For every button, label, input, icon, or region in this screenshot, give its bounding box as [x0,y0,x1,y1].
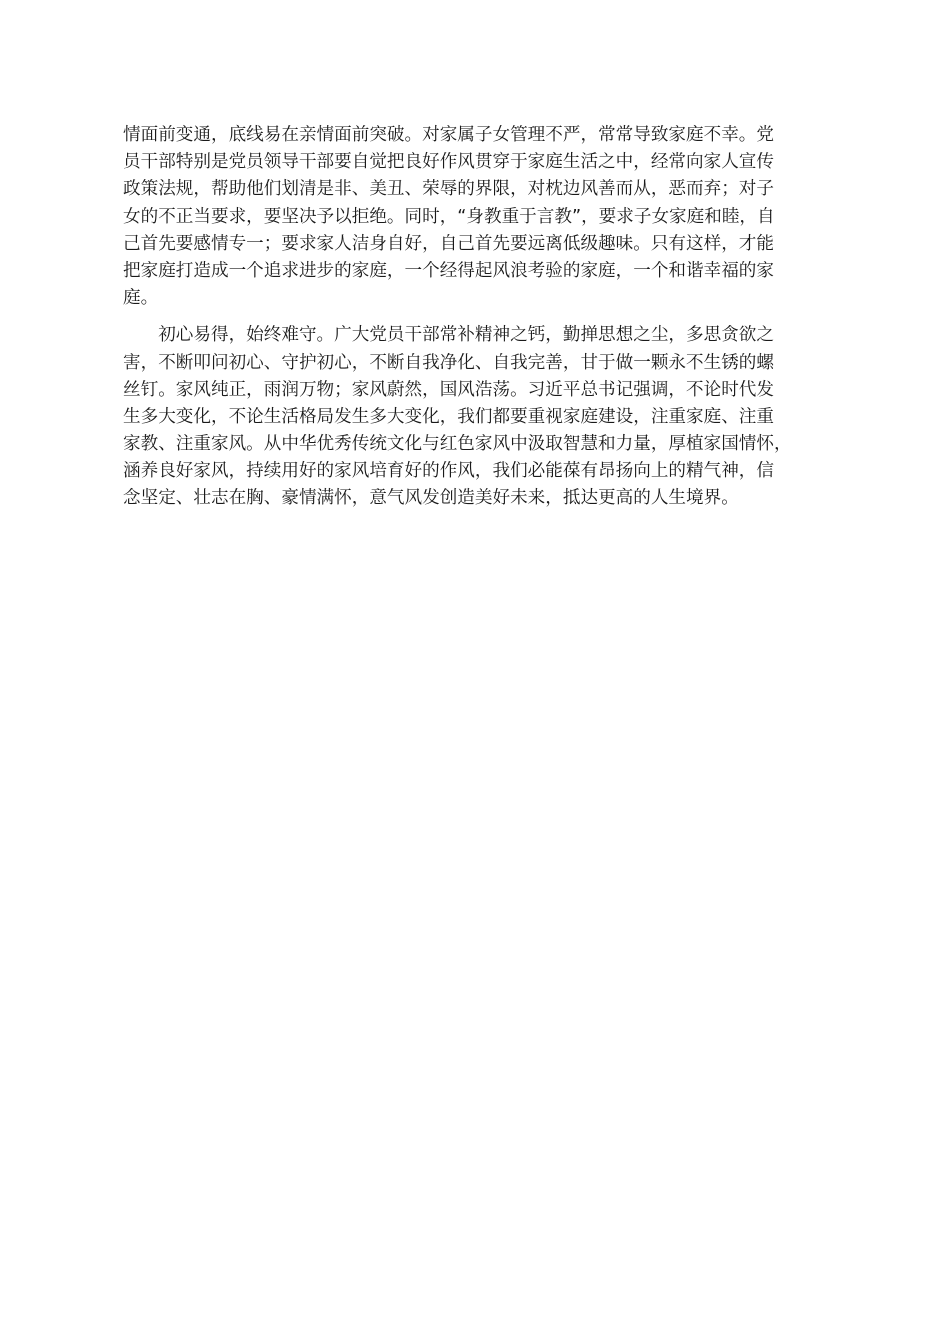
text-line: 初心易得，始终难守。广大党员干部常补精神之钙，勤掸思想之尘，多思贪欲之 [123,325,774,346]
paragraph-spacing [123,312,835,322]
text-line: 把家庭打造成一个追求进步的家庭，一个经得起风浪考验的家庭，一个和谐幸福的家 [123,260,774,281]
text-line: 家教、注重家风。从中华优秀传统文化与红色家风中汲取智慧和力量，厚植家国情怀， [123,434,792,455]
text-line: 生多大变化，不论生活格局发生多大变化，我们都要重视家庭建设，注重家庭、注重 [123,406,774,427]
text-line: 庭。 [123,288,159,309]
text-line: 情面前变通，底线易在亲情面前突破。对家属子女管理不严，常常导致家庭不幸。党 [123,125,774,145]
text-line: 涵养良好家风，持续用好的家风培育好的作风，我们必能葆有昂扬向上的精气神，信 [123,461,774,482]
text-line: 念坚定、壮志在胸、豪情满怀，意气风发创造美好未来，抵达更高的人生境界。 [123,488,739,509]
paragraph-2 [123,322,835,512]
text-line: 政策法规，帮助他们划清是非、美丑、荣辱的界限，对枕边风善而从，恶而弃；对子 [123,179,774,200]
text-line: 丝钉。家风纯正，雨润万物；家风蔚然，国风浩荡。习近平总书记强调，不论时代发 [123,379,774,400]
text-line: 员干部特别是党员领导干部要自觉把良好作风贯穿于家庭生活之中，经常向家人宣传 [123,152,774,173]
text-line: 己首先要感情专一；要求家人洁身自好，自己首先要远离低级趣味。只有这样，才能 [123,233,774,254]
document-body [123,122,835,513]
paragraph-1 [123,122,835,312]
text-line: 害，不断叩问初心、守护初心，不断自我净化、自我完善，甘于做一颗永不生锈的螺 [123,352,774,373]
text-line: 女的不正当要求，要坚决予以拒绝。同时，“身教重于言教”，要求子女家庭和睦，自 [123,206,775,227]
